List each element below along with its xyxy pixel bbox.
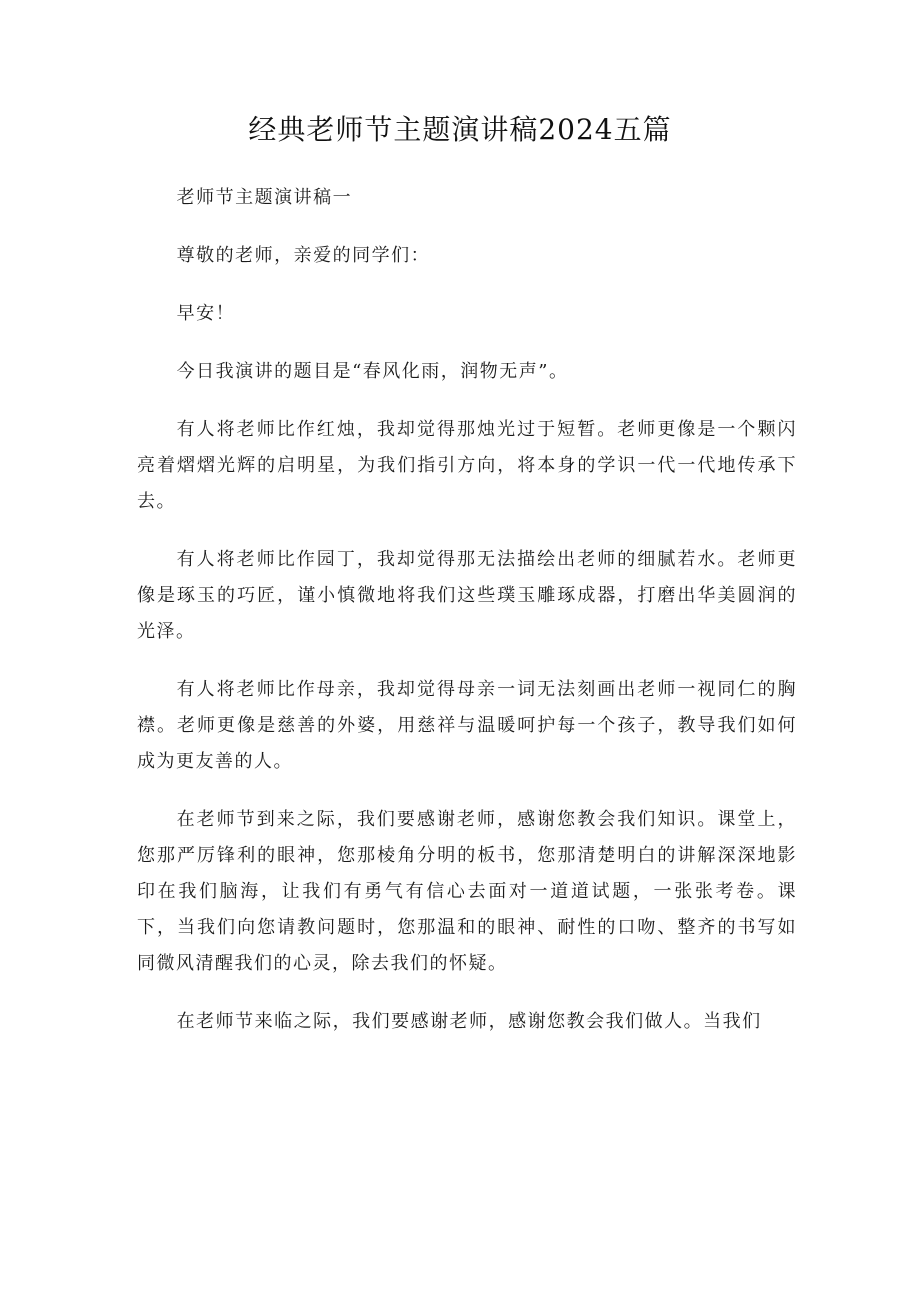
document-title: 经典老师节主题演讲稿2024五篇: [248, 113, 672, 146]
paragraph-character: 在老师节来临之际，我们要感谢老师，感谢您教会我们做人。当我们: [176, 1011, 762, 1032]
paragraph-mother: 有人将老师比作母亲，我却觉得母亲一词无法刻画出老师一视同仁的胸襟。老师更像是慈善的外婆，用慈祥与温暖呵护每一个孩子，教导我们如何成为更友善的人。: [137, 679, 797, 772]
topic-line: 今日我演讲的题目是“春风化雨，润物无声”。: [176, 361, 569, 382]
greeting: 早安！: [176, 303, 236, 324]
salutation: 尊敬的老师，亲爱的同学们：: [176, 245, 431, 266]
paragraph-gardener: 有人将老师比作园丁，我却觉得那无法描绘出老师的细腻若水。老师更像是琢玉的巧匠，谨小慎微地将我们这些璞玉雕琢成器，打磨出华美圆润的光泽。: [137, 549, 797, 642]
document-body: [137, 180, 797, 1062]
paragraph-knowledge: 在老师节到来之际，我们要感谢老师，感谢您教会我们知识。课堂上，您那严厉锋利的眼神，您那棱角分明的板书，您那清楚明白的讲解深深地影印在我们脑海，让我们有勇气有信心去面对一道道试题，一张张考卷。课下，当我们向您请教问题时，您那温和的眼神、耐性的口吻、整齐的书写如同微风清醒我们的心灵，除去我们的怀疑。: [137, 809, 797, 974]
section-heading: 老师节主题演讲稿一: [176, 187, 353, 208]
paragraph-candle: 有人将老师比作红烛，我却觉得那烛光过于短暂。老师更像是一个颗闪亮着熠熠光辉的启明星，为我们指引方向，将本身的学识一代一代地传承下去。: [137, 419, 797, 512]
